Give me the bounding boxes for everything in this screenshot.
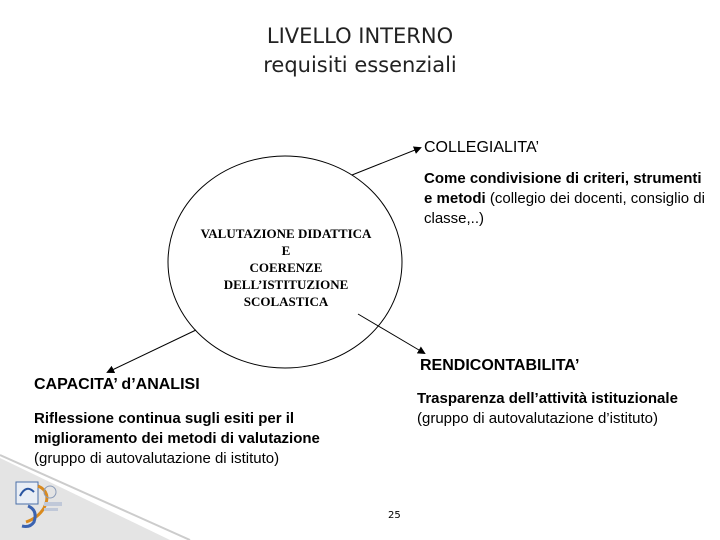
capacita-note: (gruppo di autovalutazione di istituto) (34, 450, 280, 467)
collegialita-note: (collegio dei docenti, consiglio di classe,..) (424, 190, 705, 227)
arrow-to-capacita (108, 330, 196, 372)
collegialita-heading: COLLEGIALITA’ (424, 139, 539, 156)
capacita-description (34, 409, 364, 469)
collegialita-bold-text: Come condivisione di criteri, strumenti e metodi (424, 170, 702, 207)
collegialita-description (424, 169, 714, 229)
rendicontabilita-note: (gruppo di autovalutazione d’istituto) (417, 410, 658, 427)
center-label (186, 225, 386, 310)
capacita-heading: CAPACITA’ d’ANALISI (34, 376, 200, 393)
rendicontabilita-heading: RENDICONTABILITA’ (420, 357, 580, 374)
page-number: 25 (388, 510, 401, 521)
title-line-2: requisiti essenziali (263, 53, 457, 77)
arrow-to-collegialita (352, 148, 420, 175)
anp-logo-icon (10, 476, 70, 532)
center-line-1: VALUTAZIONE DIDATTICA (200, 226, 372, 241)
center-line-5: SCOLASTICA (243, 294, 329, 309)
rendicontabilita-bold-text: Trasparenza dell’attività istituzionale (417, 390, 678, 407)
rendicontabilita-description (417, 389, 717, 429)
arrow-to-rendicontabilita (358, 314, 424, 353)
center-line-2: E (281, 243, 291, 258)
title-line-1: LIVELLO INTERNO (266, 24, 454, 48)
capacita-bold-text: Riflessione continua sugli esiti per il miglioramento dei metodi di valutazione (34, 410, 320, 447)
center-line-3: COERENZE (249, 260, 323, 275)
center-line-4: DELL’ISTITUZIONE (223, 277, 349, 292)
